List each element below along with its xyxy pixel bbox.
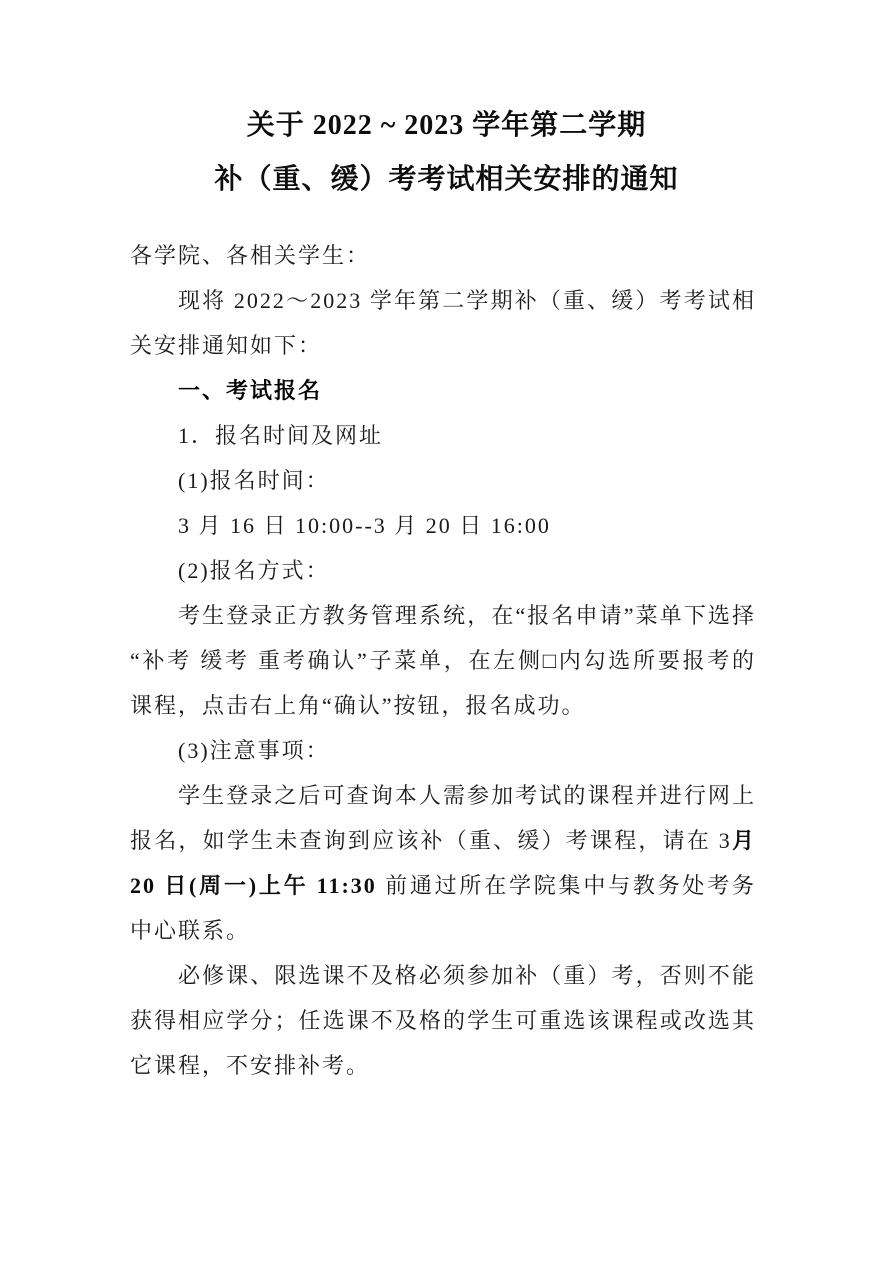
label-registration-time: (1)报名时间： bbox=[178, 468, 330, 493]
label-notes: (3)注意事项： bbox=[178, 738, 330, 763]
intro-paragraph: 现将 2022～2023 学年第二学期补（重、缓）考考试相关安排通知如下： bbox=[130, 288, 756, 358]
label-registration-method: (2)报名方式： bbox=[178, 558, 330, 583]
title-line-1: 关于 2022 ~ 2023 学年第二学期 bbox=[246, 110, 647, 141]
item-registration-time-and-url: 1．报名时间及网址 bbox=[178, 423, 384, 448]
salutation-line: 各学院、各相关学生： bbox=[130, 243, 371, 268]
note-deadline-bold-date: 月 20 日(周一)上午 11:30 bbox=[130, 828, 756, 898]
note-paragraph-course-rules: 必修课、限选课不及格必须参加补（重）考，否则不能获得相应学分；任选课不及格的学生可重选该课程或改选其它课程，不安排补考。 bbox=[130, 963, 756, 1078]
title-line-2: 补（重、缓）考考试相关安排的通知 bbox=[214, 164, 679, 195]
section-heading-exam-registration: 一、考试报名 bbox=[178, 378, 323, 403]
value-registration-time: 3 月 16 日 10:00--3 月 20 日 16:00 bbox=[178, 513, 551, 538]
note-paragraph-deadline bbox=[130, 773, 756, 953]
note-deadline-post-text: 前通过所在学院集中与教务处考务中心联系。 bbox=[130, 873, 756, 943]
note-deadline-pre-text: 学生登录之后可查询本人需参加考试的课程并进行网上报名，如学生未查询到应该补（重、缓）考课程，请在 3 bbox=[130, 783, 756, 853]
document-body bbox=[130, 233, 756, 1088]
document-title bbox=[0, 99, 893, 207]
text-registration-method: 考生登录正方教务管理系统，在“报名申请”菜单下选择“补考 缓考 重考确认”子菜单，在左侧□内勾选所要报考的课程，点击右上角“确认”按钮，报名成功。 bbox=[130, 603, 756, 718]
